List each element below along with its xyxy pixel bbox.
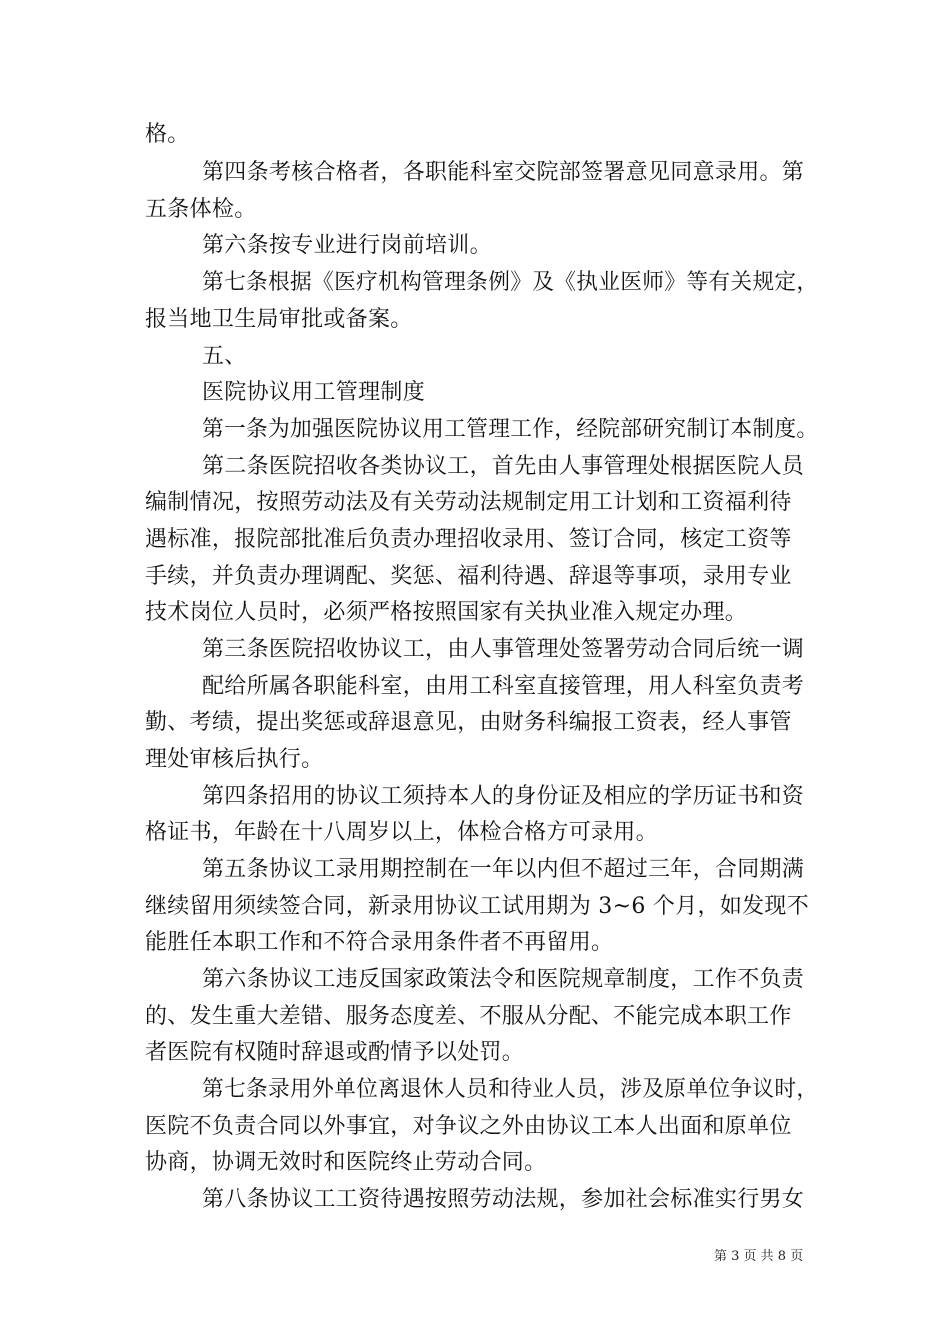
- text-line-6: 报当地卫生局审批或备案。: [145, 307, 413, 332]
- text-line-19: 第四条招用的协议工须持本人的身份证及相应的学历证书和资: [202, 784, 805, 809]
- text-line-1: 格。: [145, 122, 190, 147]
- text-line-14: 技术岗位人员时，必须严格按照国家有关执业准入规定办理。: [145, 600, 748, 625]
- section-heading: 医院协议用工管理制度: [202, 380, 426, 405]
- text-line-2: 第四条考核合格者，各职能科室交院部签署意见同意录用。第: [202, 160, 805, 185]
- text-line-13: 手续，并负责办理调配、奖惩、福利待遇、辞退等事项，录用专业: [145, 564, 792, 589]
- text-line-30: 第八条协议工工资待遇按照劳动法规，参加社会标准实行男女: [202, 1187, 805, 1212]
- text-line-28: 医院不负责合同以外事宜，对争议之外由协议工本人出面和原单位: [145, 1114, 792, 1139]
- text-line-24: 第六条协议工违反国家政策法令和医院规章制度，工作不负责: [202, 967, 805, 992]
- section-number: 五、: [202, 344, 247, 369]
- text-line-3: 五条体检。: [145, 197, 257, 222]
- text-line-11: 编制情况，按照劳动法及有关劳动法规制定用工计划和工资福利待: [145, 490, 792, 515]
- text-line-4: 第六条按专业进行岗前培训。: [202, 233, 492, 258]
- text-line-16: 配给所属各职能科室，由用工科室直接管理，用人科室负责考: [202, 674, 805, 699]
- text-line-15: 第三条医院招收协议工，由人事管理处签署劳动合同后统一调: [202, 637, 805, 662]
- text-line-17: 勤、考绩，提出奖惩或辞退意见，由财务科编报工资表，经人事管: [145, 710, 792, 735]
- text-line-23: 能胜任本职工作和不符合录用条件者不再留用。: [145, 930, 614, 955]
- text-line-25: 的、发生重大差错、服务态度差、不服从分配、不能完成本职工作: [145, 1004, 792, 1029]
- text-line-5: 第七条根据《医疗机构管理条例》及《执业医师》等有关规定，: [202, 270, 819, 295]
- text-line-29: 协商，协调无效时和医院终止劳动合同。: [145, 1150, 547, 1175]
- text-line-26: 者医院有权随时辞退或酌情予以处罚。: [145, 1040, 525, 1065]
- text-line-18: 理处审核后执行。: [145, 747, 324, 772]
- text-line-22: 继续留用须续签合同，新录用协议工试用期为 3~6 个月，如发现不: [145, 894, 810, 919]
- text-line-27: 第七条录用外单位离退休人员和待业人员，涉及原单位争议时，: [202, 1077, 819, 1102]
- text-line-10: 第二条医院招收各类协议工，首先由人事管理处根据医院人员: [202, 454, 805, 479]
- text-line-21: 第五条协议工录用期控制在一年以内但不超过三年，合同期满: [202, 857, 805, 882]
- text-line-9: 第一条为加强医院协议用工管理工作，经院部研究制订本制度。: [202, 417, 819, 442]
- text-line-12: 遇标准，报院部批准后负责办理招收录用、签订合同，核定工资等: [145, 527, 792, 552]
- page-number-footer: 第 3 页 共 8 页: [714, 1249, 804, 1264]
- text-line-20: 格证书，年龄在十八周岁以上，体检合格方可录用。: [145, 820, 658, 845]
